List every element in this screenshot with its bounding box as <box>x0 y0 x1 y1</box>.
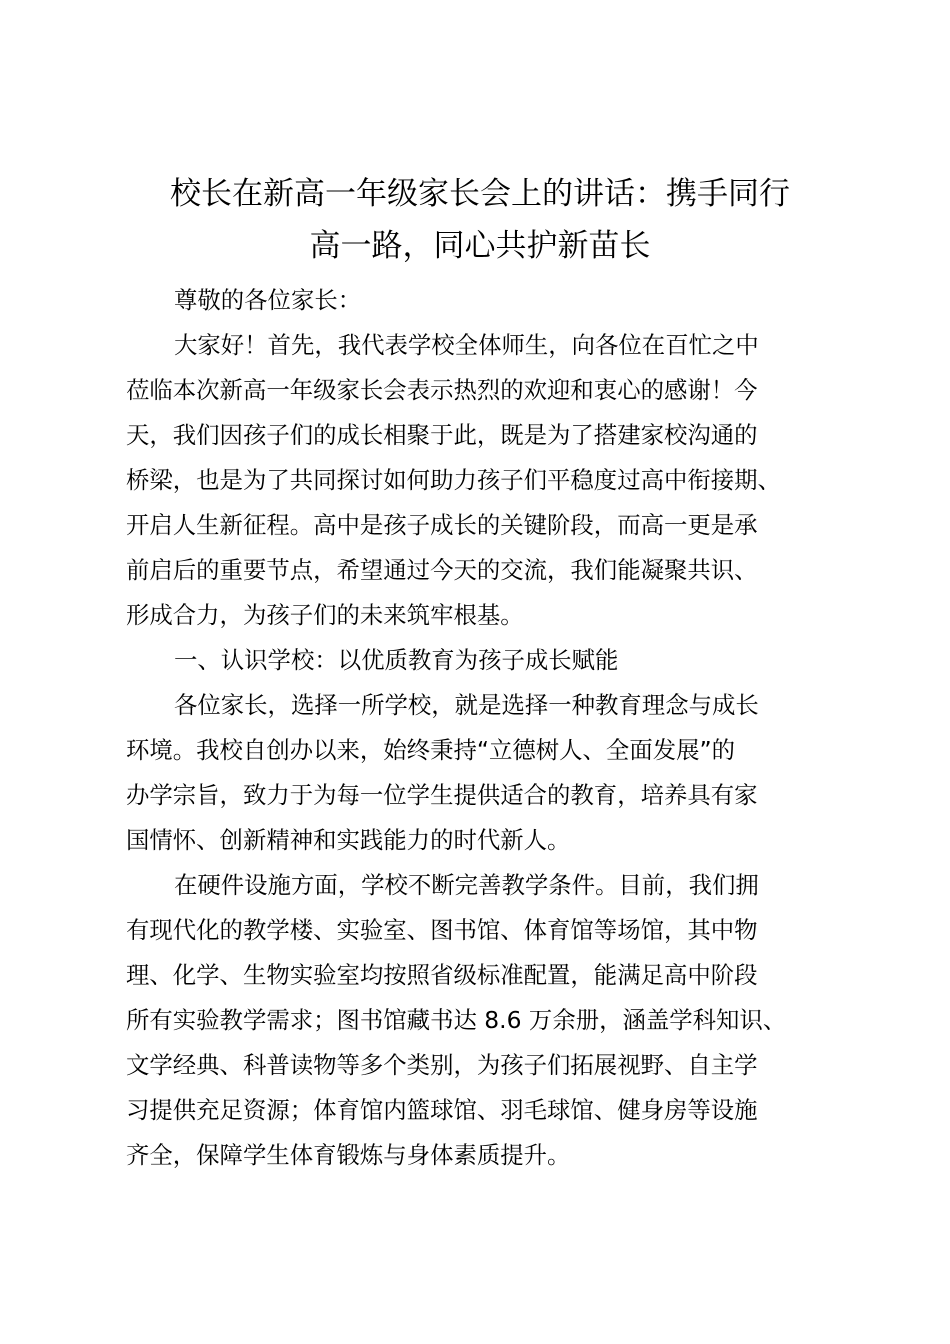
paragraph-line: 形成合力，为孩子们的未来筑牢根基。 <box>126 601 524 629</box>
salutation: 尊敬的各位家长： <box>174 286 362 314</box>
paragraph-line: 文学经典、科普读物等多个类别，为孩子们拓展视野、自主学 <box>126 1051 758 1079</box>
paragraph-line: 有现代化的教学楼、实验室、图书馆、体育馆等场馆，其中物 <box>126 916 758 944</box>
paragraph-line: 所有实验教学需求；图书馆藏书达 8.6 万余册，涵盖学科知识、 <box>126 1006 787 1034</box>
title-line: 校长在新高一年级家长会上的讲话：携手同行 <box>170 176 790 212</box>
paragraph-line: 大家好！首先，我代表学校全体师生，向各位在百忙之中 <box>174 331 759 359</box>
document-body <box>126 278 846 1178</box>
paragraph-line: 天，我们因孩子们的成长相聚于此，既是为了搭建家校沟通的 <box>126 421 758 449</box>
paragraph-line: 习提供充足资源；体育馆内篮球馆、羽毛球馆、健身房等设施 <box>126 1096 758 1124</box>
paragraph-line: 开启人生新征程。高中是孩子成长的关键阶段，而高一更是承 <box>126 511 758 539</box>
paragraph-line: 桥梁，也是为了共同探讨如何助力孩子们平稳度过高中衔接期、 <box>126 466 781 494</box>
paragraph-line: 国情怀、创新精神和实践能力的时代新人。 <box>126 826 571 854</box>
paragraph-line: 在硬件设施方面，学校不断完善教学条件。目前，我们拥 <box>174 871 759 899</box>
paragraph-line: 理、化学、生物实验室均按照省级标准配置，能满足高中阶段 <box>126 961 758 989</box>
title-line: 高一路，同心共护新苗长 <box>309 228 651 264</box>
document-title <box>100 168 860 272</box>
paragraph-line: 办学宗旨，致力于为每一位学生提供适合的教育，培养具有家 <box>126 781 758 809</box>
paragraph-line: 莅临本次新高一年级家长会表示热烈的欢迎和衷心的感谢！今 <box>126 376 758 404</box>
paragraph-line: 环境。我校自创办以来，始终秉持“立德树人、全面发展”的 <box>126 736 735 764</box>
paragraph-line: 齐全，保障学生体育锻炼与身体素质提升。 <box>126 1141 571 1169</box>
paragraph-line: 各位家长，选择一所学校，就是选择一种教育理念与成长 <box>174 691 759 719</box>
section-heading: 一、认识学校：以优质教育为孩子成长赋能 <box>174 646 619 674</box>
paragraph-line: 前启后的重要节点，希望通过今天的交流，我们能凝聚共识、 <box>126 556 758 584</box>
